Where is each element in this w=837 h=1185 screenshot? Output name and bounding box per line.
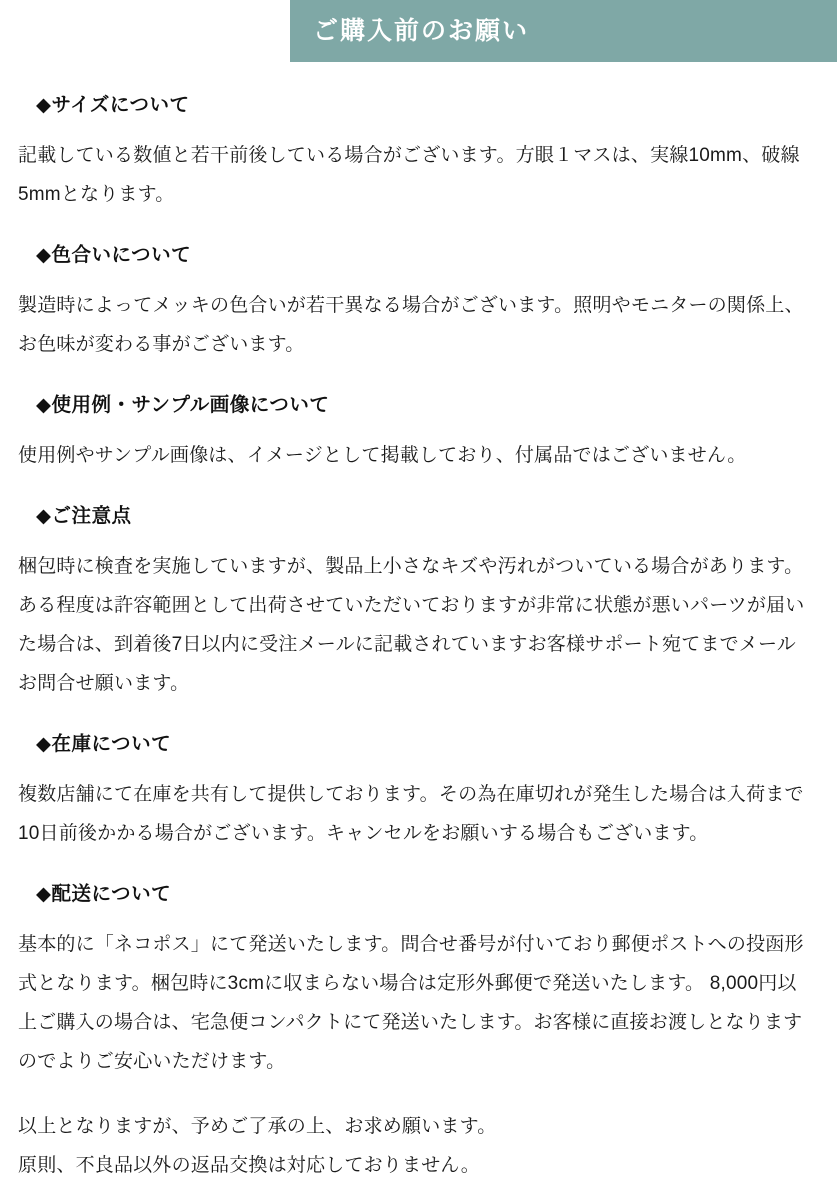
section-heading-sample-image: ◆使用例・サンプル画像について [36, 394, 330, 416]
section-heading-cautions: ◆ご注意点 [36, 505, 132, 527]
section-shipping [18, 881, 819, 1081]
section-heading-shipping: ◆配送について [36, 883, 172, 905]
section-body-sample-image: 使用例やサンプル画像は、イメージとして掲載しており、付属品ではございません。 [18, 445, 747, 466]
section-stock [18, 731, 819, 853]
section-heading-stock: ◆在庫について [36, 733, 172, 755]
section-cautions [18, 503, 819, 703]
section-sample-image [18, 392, 819, 475]
section-size [18, 92, 819, 214]
page-header [0, 0, 837, 62]
section-body-stock: 複数店舗にて在庫を共有して提供しております。その為在庫切れが発生した場合は入荷まで10日前後かかる場合がございます。キャンセルをお願いする場合もございます。 [18, 784, 804, 844]
header-left-spacer [0, 0, 290, 62]
section-body-cautions: 梱包時に検査を実施していますが、製品上小さなキズや汚れがついている場合があります。ある程度は許容範囲として出荷させていただいておりますが非常に状態が悪いパーツが届いた場合は、到着後7日以内に受注メールに記載されていますお客様サポート宛てまでメールお問合せ願います。 [18, 556, 805, 694]
footer-note-line1: 以上となりますが、予めご了承の上、お求め願います。 [18, 1116, 497, 1137]
page-title: ご購入前のお願い [313, 17, 530, 45]
footer-note-line2: 原則、不良品以外の返品交換は対応しておりません。 [18, 1155, 480, 1176]
section-body-color: 製造時によってメッキの色合いが若干異なる場合がございます。照明やモニターの関係上、お色味が変わる事がございます。 [18, 295, 804, 355]
section-heading-size: ◆サイズについて [36, 94, 190, 116]
section-heading-color: ◆色合いについて [36, 244, 192, 266]
section-color [18, 242, 819, 364]
section-body-size: 記載している数値と若干前後している場合がございます。方眼１マスは、実線10mm、破線5mmとなります。 [18, 145, 800, 205]
section-body-shipping: 基本的に「ネコポス」にて発送いたします。問合せ番号が付いており郵便ポストへの投函形式となります。梱包時に3cmに収まらない場合は定形外郵便で発送いたします。 8,000円以上ご購入の場合は、宅急便コンパクトにて発送いたします。お客様に直接お渡しとなりますのでよりご安心いただけます。 [18, 934, 804, 1072]
notice-content [0, 62, 837, 1185]
